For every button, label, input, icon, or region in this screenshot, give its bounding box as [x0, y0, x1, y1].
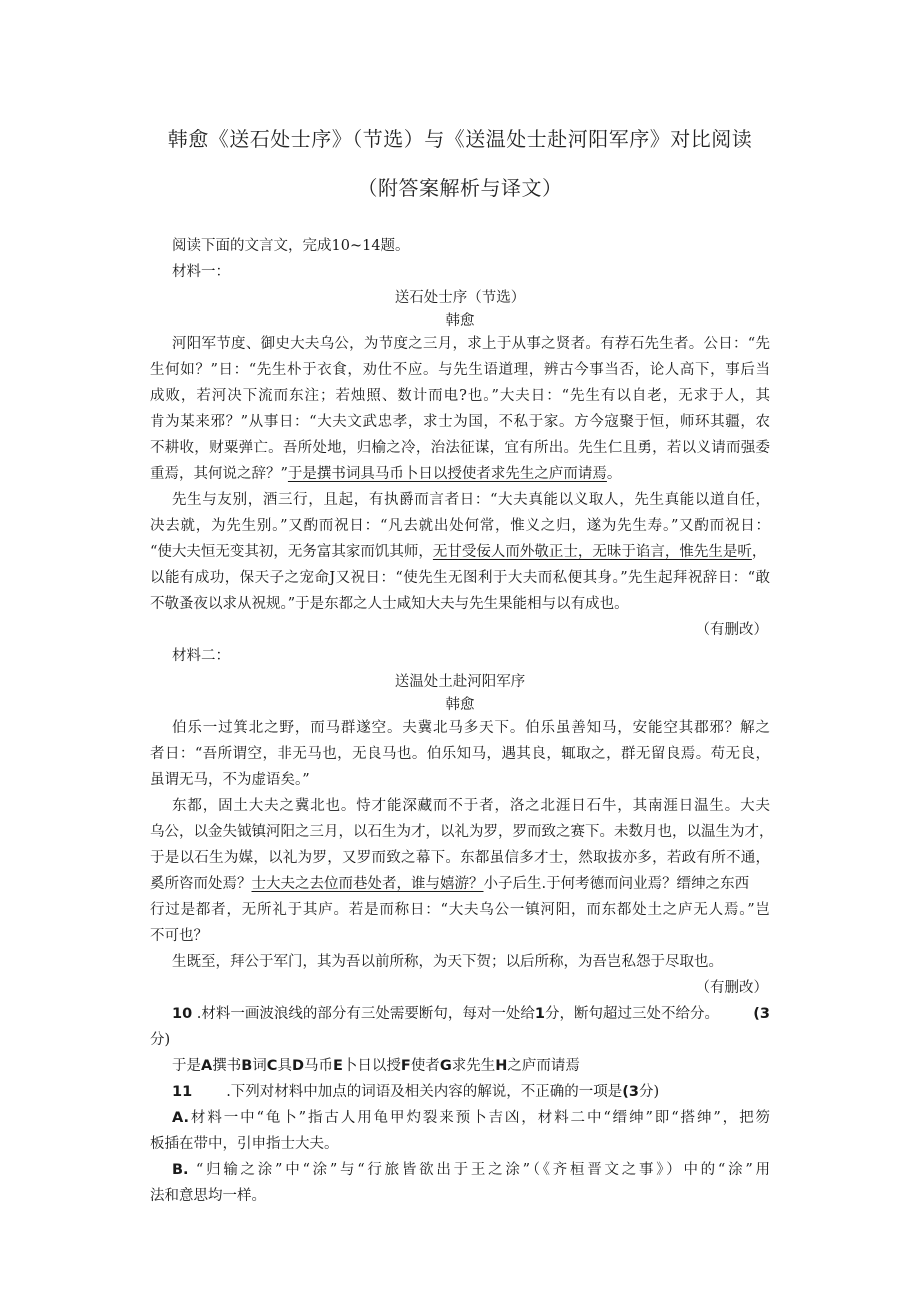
q10-sequence-text: 使者: [410, 1058, 440, 1074]
q10-sequence-text: 于是: [172, 1058, 201, 1074]
m1-p1-line: 不耕收，财粟弹亡。吾所处地，归榆之冷，治法征谋，宜有所出。先生仁且勇，若以义请而强委: [150, 440, 770, 456]
option-b-line-2: 法和意思均一样。: [150, 1188, 266, 1204]
q10-sequence-text: 词: [252, 1058, 267, 1074]
m1-p2-line: 决去就，为先生别。”又酌而祝日：“凡去就出处何常，惟义之归，遂为先生寿。”又酌而祝日：: [150, 518, 770, 534]
m2-p2-line: 东都，固土大夫之冀北也。恃才能深藏而不于者，洛之北涯日石牛，其南涯日温生。大夫: [172, 798, 770, 814]
material-1-title: 送石处士序（节选）: [394, 290, 526, 306]
q10-number: 10: [172, 1006, 193, 1022]
q10-sequence-text: 撰书: [212, 1058, 242, 1074]
material-1-author: 韩愈: [445, 313, 475, 329]
q10-sequence-text: 马币: [304, 1058, 333, 1074]
option-a-text: 材料一中“龟卜”指古人用龟甲灼裂来预卜吉凶，材料二中“缙绅”即“搭绅”，把笏: [189, 1110, 770, 1126]
q11-points-end: 分): [639, 1084, 660, 1100]
m1-p1-line: 河阳军节度、御史大夫乌公，为节度之三月，求上于从事之贤者。有荐石先生者。公日：“先: [172, 336, 770, 352]
option-b-label: B.: [172, 1162, 189, 1178]
q10-break-marker: G: [439, 1058, 452, 1074]
q10-sequence-text: 之庐而请焉: [507, 1058, 580, 1074]
m1-p2-mixed-line: [150, 542, 766, 562]
option-a-line-2: 板插在带中，引申指士大夫。: [150, 1136, 339, 1152]
q10-break-marker: H: [495, 1058, 508, 1074]
m2-p2-line-tail: 小子后生.于何考德而问业焉？缙绅之东西: [483, 876, 750, 892]
m1-underlined-sentence: 无甘受佞人而外敬正士，无昧于谄言，惟先生是听: [432, 544, 752, 560]
material-2-title: 送温处土赴河阳军序: [394, 674, 526, 690]
material-2-label: 材料二：: [172, 648, 230, 664]
m1-p1-line: 生何如？”日：“先生朴于衣食，劝仕不应。与先生语道理，辨古今事当否，论人高下，事后当: [150, 362, 770, 378]
m1-p2-line-tail: ，: [751, 544, 767, 560]
instruction: 阅读下面的文言文，完成10~14题。: [172, 238, 410, 254]
q10-break-marker: A: [201, 1058, 213, 1074]
q10-sequence-text: 卜日以授: [342, 1058, 401, 1074]
m2-p1-line: 虽谓无马，不为虚语矣。”: [150, 772, 310, 788]
m1-p1-line: 肯为某来邪？”从事日：“大夫文武忠孝，求士为国，不私于家。方今寇聚于恒，师环其疆，农: [150, 414, 770, 430]
question-11: [172, 1082, 659, 1102]
q10-points-end: 分): [150, 1032, 171, 1048]
m2-p1-line: 者日：“吾所谓空，非无马也，无良马也。伯乐知马，遇其良，辄取之，群无留良焉。苟无良，: [150, 746, 770, 762]
m2-p3-line: 生既至，拜公于军门，其为吾以前所称，为天下贺；以后所称，为吾岂私怨于尽取也。: [172, 954, 723, 970]
m1-wavy-underlined-passage: 于是撰书词具马币卜日以授使者求先生之庐而请焉: [287, 466, 607, 482]
m1-source-note: （有删改）: [695, 622, 768, 638]
q10-break-marker: B: [241, 1058, 253, 1074]
question-10: [172, 1004, 719, 1024]
m1-p1-line-start: 重焉，其何说之辞？”: [150, 466, 288, 482]
q10-text: .材料一画波浪线的部分有三处需要断句，每对一处给: [192, 1006, 535, 1022]
q10-break-marker: E: [333, 1058, 343, 1074]
m1-p2-line-start: “使大夫恒无变其初，无务富其家而饥其师，: [150, 544, 433, 560]
q10-score: 1: [534, 1006, 545, 1022]
q10-points: (3: [753, 1006, 770, 1022]
q10-text-2: 分，断句超过三处不给分。: [545, 1006, 719, 1022]
m2-p2-line-start: 奚所咨而处焉？: [150, 876, 252, 892]
m1-p1-last-line: [150, 464, 621, 484]
doc-title: 韩愈《送石处士序》（节选）与《送温处士赴河阳军序》对比阅读: [167, 127, 753, 151]
m2-source-note: （有删改）: [695, 980, 768, 996]
q10-sequence: [172, 1056, 580, 1076]
m2-underlined-sentence: 士大夫之去位而巷处者，谁与嬉游？: [251, 876, 484, 892]
m1-p2-line: 以能有成功，保天子之宠命J又祝日：“使先生无图利于大夫而私便其身。”先生起拜祝辞日：“敢: [150, 570, 770, 586]
m1-p1-line: 成败，若河决下流而东注；若烛照、数计而电?也。”大夫日：“先生有以自老，无求于人，其: [150, 388, 770, 404]
q10-break-marker: C: [266, 1058, 278, 1074]
m2-p1-line: 伯乐一过箕北之野，而马群遂空。夫冀北马多天下。伯乐虽善知马，安能空其郡邪？解之: [172, 720, 770, 736]
q11-text: .下列对材料中加点的词语及相关内容的解说，不正确的一项是: [226, 1084, 623, 1100]
q11-number: 11: [172, 1084, 193, 1100]
q10-sequence-text: 求先生: [451, 1058, 496, 1074]
material-1-label: 材料一：: [172, 264, 230, 280]
m1-p2-line: 先生与友别，酒三行，且起，有执爵而言者日：“大夫真能以义取人，先生真能以道自任，: [172, 492, 770, 508]
doc-subtitle: （附答案解析与译文）: [357, 176, 563, 200]
m2-p2-line: 乌公，以金失钺镇河阳之三月，以石生为才，以礼为罗，罗而致之赛下。未数月也，以温生为才，: [150, 824, 774, 840]
m2-p2-mixed-line: [150, 874, 749, 894]
option-a-label: A.: [172, 1110, 189, 1126]
material-2-author: 韩愈: [445, 697, 475, 713]
q10-break-marker: D: [291, 1058, 304, 1074]
m1-p1-line-end: 。: [606, 466, 622, 482]
m2-p2-line: 不可也？: [150, 928, 208, 944]
q10-break-marker: F: [400, 1058, 411, 1074]
m1-p2-line: 不敬蚤夜以求从祝规。”于是东都之人士咸知大夫与先生果能相与以有成也。: [150, 596, 629, 612]
q11-points: (3: [622, 1084, 640, 1100]
option-b-line[interactable]: [172, 1160, 770, 1180]
m2-p2-line: 于是以石生为媒，以礼为罗，又罗而致之幕下。东都虽信多才士，然取拔亦多，若政有所不通，: [150, 850, 770, 866]
option-a-line[interactable]: [172, 1108, 770, 1128]
q10-sequence-text: 具: [277, 1058, 292, 1074]
option-b-text: “归输之涂”中“涂”与“行旅皆欲出于王之涂”（《齐桓晋文之事》）中的“涂”用: [188, 1162, 770, 1178]
m2-p2-line: 行过是都者，无所礼于其庐。若是而称日：“大夫乌公一镇河阳，而东都处土之庐无人焉。”岂: [150, 902, 770, 918]
